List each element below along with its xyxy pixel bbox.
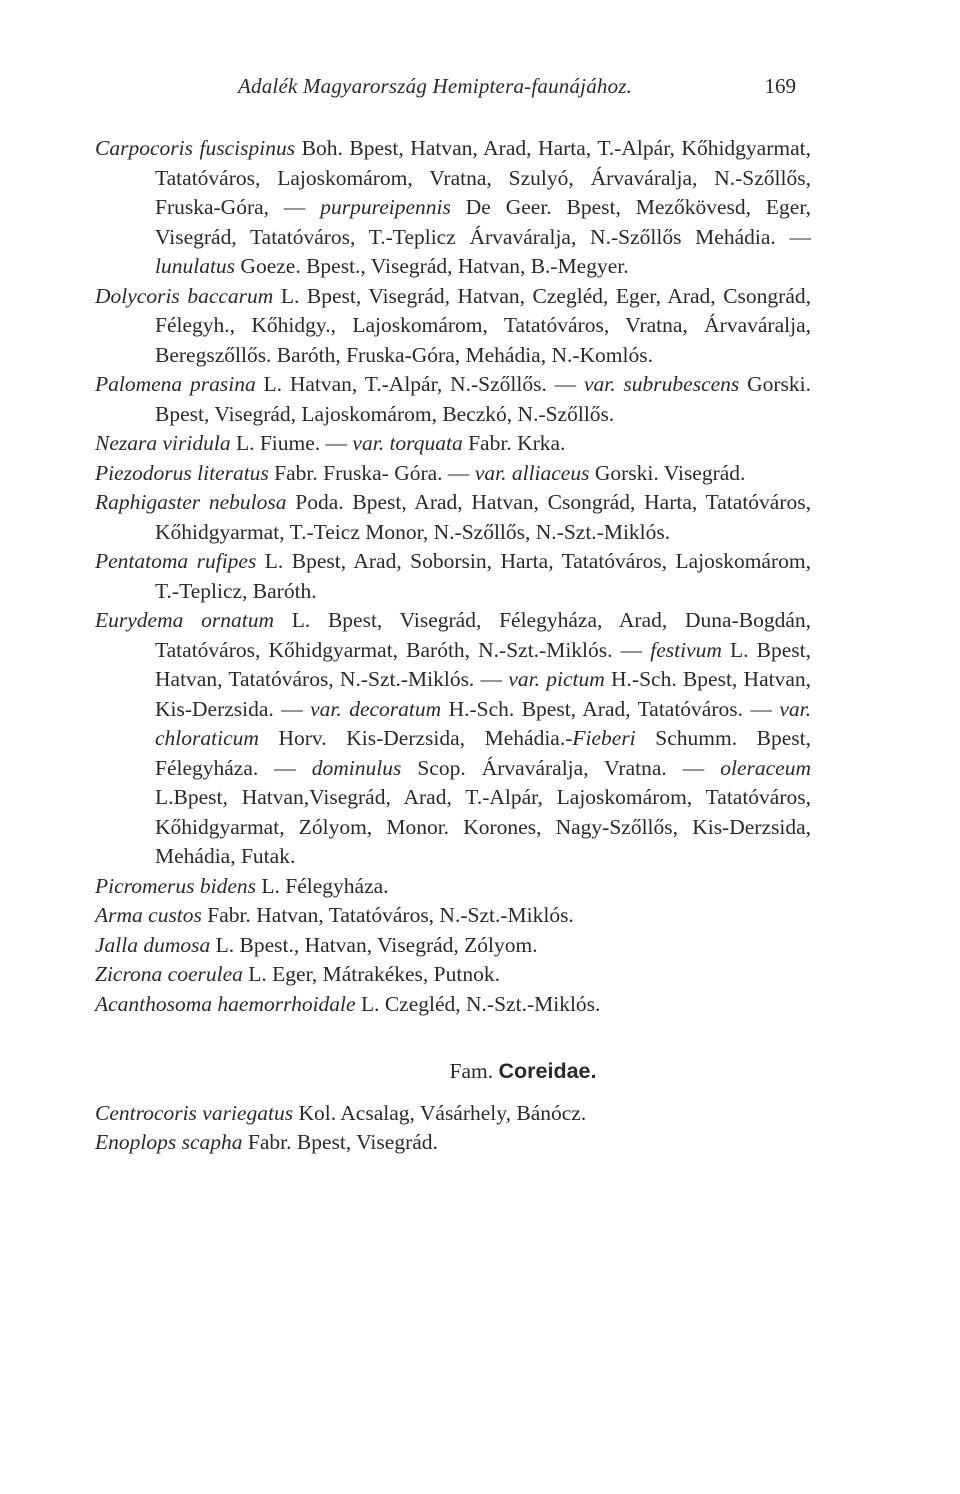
- locality-text: Fabr. Bpest, Visegrád.: [242, 1130, 438, 1154]
- locality-text: Fabr. Fruska- Góra. —: [268, 460, 475, 485]
- locality-text: L. Czegléd, N.-Szt.-Miklós.: [355, 991, 601, 1016]
- taxon-name: oleraceum: [720, 755, 811, 780]
- locality-text: Scop. Árvaváralja, Vratna. —: [401, 755, 721, 780]
- taxon-name: var. decoratum: [310, 696, 442, 721]
- species-entry: [95, 547, 811, 606]
- locality-text: L. Félegyháza.: [256, 873, 389, 898]
- species-entry: [95, 960, 811, 990]
- species-entry: [95, 872, 811, 902]
- taxon-name: Pentatoma rufipes: [95, 549, 257, 573]
- locality-text: Schumm. Bpest, Félegyháza. —: [155, 726, 811, 780]
- taxon-name: Carpocoris fuscispinus: [95, 136, 296, 160]
- locality-text: H.-Sch. Bpest, Arad, Tatatóváros. —: [441, 696, 780, 721]
- taxon-name: var. alliaceus: [474, 460, 590, 485]
- locality-text: L. Bpest, Visegrád, Hatvan, Czegléd, Eger, Arad, Csongrád, Félegyh., Kőhidgy., Lajoskomárom, Tatatóváros, Vratna, Árvaváralja, Beregszőllős. Baróth, Fruska-Góra, Mehádia, N.-Komlós.: [155, 283, 811, 367]
- locality-text: Horv. Kis-Derzsida, Mehádia.-: [258, 726, 573, 750]
- family-name: Coreidae.: [498, 1059, 597, 1083]
- taxon-name: Arma custos: [95, 903, 202, 927]
- locality-text: Goeze. Bpest., Visegrád, Hatvan, B.-Megyer.: [235, 254, 629, 278]
- running-title: Adalék Magyarország Hemiptera-faunájához.: [238, 74, 633, 98]
- taxon-name: dominulus: [311, 755, 402, 780]
- taxon-name: Nezara viridula: [95, 431, 231, 455]
- species-entry: [95, 488, 811, 547]
- taxon-name: Acanthosoma haemorrhoidale: [95, 991, 356, 1016]
- locality-text: De Geer. Bpest, Mezőkövesd, Eger, Visegrád, Tatatóváros, T.-Teplicz Árvaváralja, N.-Szőllős Mehádia. —: [155, 195, 811, 249]
- taxon-name: Piezodorus literatus: [95, 460, 269, 485]
- species-list: [95, 134, 811, 1019]
- taxon-name: Dolycoris baccarum: [95, 283, 274, 308]
- locality-text: Fabr. Krka.: [462, 431, 566, 455]
- taxon-name: Enoplops scapha: [95, 1130, 243, 1154]
- locality-text: L. Hatvan, T.-Alpár, N.-Szőllős. —: [255, 372, 584, 396]
- family-prefix: Fam.: [449, 1059, 494, 1083]
- taxon-name: var. torquata: [352, 431, 463, 455]
- taxon-name: lunulatus: [155, 254, 236, 278]
- text-body: [95, 134, 811, 1158]
- locality-text: H.-Sch. Bpest, Hatvan, Kis-Derzsida. —: [155, 667, 812, 721]
- locality-text: L. Bpest, Hatvan, Tatatóváros, N.-Szt.-Miklós. —: [155, 637, 811, 691]
- locality-text: Boh. Bpest, Hatvan, Arad, Harta, T.-Alpár, Kőhidgyarmat, Tatatóváros, Lajoskomárom, Vratna, Szulyó, Árvaváralja, N.-Szőllős, Fruska-Góra, —: [155, 136, 811, 219]
- locality-text: L.Bpest, Hatvan,Visegrád, Arad, T.-Alpár, Lajoskomárom, Tatatóváros, Kőhidgyarmat, Zólyom, Monor. Korones, Nagy-Szőllős, Kis-Derzsida, Mehádia, Futak.: [155, 785, 811, 868]
- taxon-name: Fieberi: [572, 726, 636, 750]
- species-entry: [95, 1099, 811, 1129]
- locality-text: L. Bpest, Arad, Soborsin, Harta, Tatatóváros, Lajoskomárom, T.-Teplicz, Baróth.: [155, 549, 811, 603]
- taxon-name: Zicrona coerulea: [95, 962, 243, 986]
- species-entry: [95, 901, 811, 931]
- species-entry: [95, 990, 811, 1020]
- locality-text: L. Eger, Mátrakékes, Putnok.: [242, 962, 500, 986]
- taxon-name: Jalla dumosa: [95, 932, 211, 957]
- species-entry: [95, 282, 811, 371]
- taxon-name: Palomena prasina: [95, 372, 256, 396]
- page-number: 169: [764, 74, 796, 98]
- species-entry: [95, 134, 811, 282]
- family-heading: [95, 1057, 811, 1087]
- species-entry: [95, 370, 811, 429]
- species-entry: [95, 606, 811, 872]
- species-entry: [95, 459, 811, 489]
- locality-text: Kol. Acsalag, Vásárhely, Bánócz.: [293, 1100, 587, 1125]
- taxon-name: purpureipennis: [320, 195, 451, 219]
- taxon-name: var. pictum: [508, 667, 605, 691]
- locality-text: L. Bpest., Hatvan, Visegrád, Zólyom.: [210, 932, 538, 957]
- taxon-name: Eurydema ornatum: [95, 608, 274, 632]
- taxon-name: Raphigaster nebulosa: [95, 490, 287, 514]
- species-entry: [95, 429, 811, 459]
- taxon-name: Picromerus bidens: [95, 873, 257, 898]
- species-list-coreidae: [95, 1099, 811, 1158]
- taxon-name: Centrocoris variegatus: [95, 1100, 294, 1125]
- taxon-name: festivum: [650, 637, 722, 662]
- species-entry: [95, 1128, 811, 1158]
- taxon-name: var. subrubescens: [583, 372, 740, 396]
- running-header: [0, 74, 960, 104]
- species-entry: [95, 931, 811, 961]
- locality-text: Poda. Bpest, Arad, Hatvan, Csongrád, Harta, Tatatóváros, Kőhidgyarmat, T.-Teicz Monor, N.-Szőllős, N.-Szt.-Miklós.: [155, 490, 811, 544]
- locality-text: Fabr. Hatvan, Tatatóváros, N.-Szt.-Miklós.: [201, 903, 574, 927]
- locality-text: Gorski. Visegrád.: [589, 460, 746, 485]
- locality-text: L. Fiume. —: [230, 431, 353, 455]
- locality-text: L. Bpest, Visegrád, Félegyháza, Arad, Duna-Bogdán, Tatatóváros, Kőhidgyarmat, Baróth, N.-Szt.-Miklós. —: [155, 608, 811, 662]
- taxon-name: var. chloraticum: [155, 696, 811, 750]
- locality-text: Gorski. Bpest, Visegrád, Lajoskomárom, Beczkó, N.-Szőllős.: [155, 372, 811, 426]
